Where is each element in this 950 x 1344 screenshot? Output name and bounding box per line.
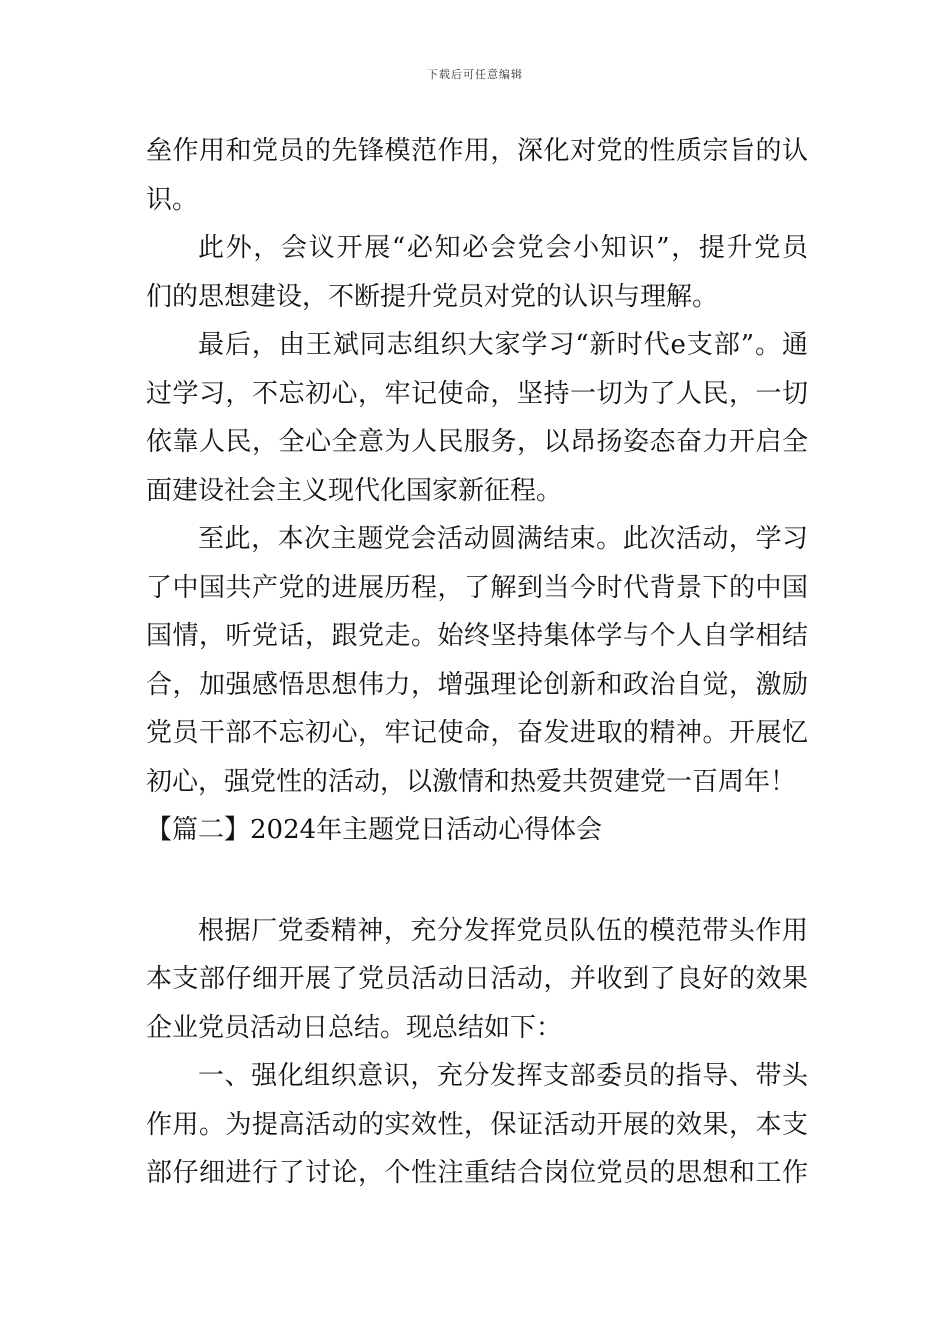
text-line: 了中国共产党的进展历程，了解到当今时代背景下的中国 [146, 572, 808, 603]
text-block-2 [146, 907, 808, 1198]
blank-gap [146, 855, 808, 907]
text-line: 们的思想建设，不断提升党员对党的认识与理解。 [146, 281, 719, 312]
text-line: 部仔细进行了讨论，个性注重结合岗位党员的思想和工作 [146, 1158, 808, 1188]
text-line: 至此，本次主题党会活动圆满结束。此次活动，学习 [198, 524, 808, 554]
text-line: 一、强化组织意识，充分发挥支部委员的指导、带头 [198, 1061, 808, 1091]
text-line: 垒作用和党员的先锋模范作用，深化对党的性质宗旨的认 [146, 136, 808, 166]
text-line: 国情，听党话，跟党走。始终坚持集体学与个人自学相结 [146, 621, 808, 651]
text-line: 初心，强党性的活动，以激情和热爱共贺建党一百周年！ [146, 766, 797, 797]
text-line: 本支部仔细开展了党员活动日活动，并收到了良好的效果 [146, 964, 808, 994]
document-body [146, 127, 808, 1198]
text-line: 根据厂党委精神，充分发挥党员队伍的模范带头作用 [198, 915, 808, 946]
text-block-1 [146, 127, 808, 855]
text-line: 面建设社会主义现代化国家新征程。 [146, 475, 563, 506]
text-line: 依靠人民，全心全意为人民服务，以昂扬姿态奋力开启全 [146, 427, 808, 457]
text-line: 作用。为提高活动的实效性，保证活动开展的效果，本支 [146, 1109, 808, 1140]
text-line: 合，加强感悟思想伟力，增强理论创新和政治自觉，激励 [146, 669, 808, 700]
text-line: 识。 [146, 184, 199, 215]
text-line: 企业党员活动日总结。现总结如下： [146, 1012, 563, 1043]
text-line: 党员干部不忘初心，牢记使命，奋发进取的精神。开展忆 [146, 718, 808, 748]
text-line: 【篇二】2024年主题党日活动心得体会 [146, 815, 603, 845]
page-header: 下载后可任意编辑 [427, 68, 523, 81]
text-line: 最后，由王斌同志组织大家学习“新时代e支部”。通 [198, 330, 808, 360]
text-line: 过学习，不忘初心，牢记使命，坚持一切为了人民，一切 [146, 378, 808, 409]
text-line: 此外，会议开展“必知必会党会小知识”，提升党员 [198, 233, 808, 263]
